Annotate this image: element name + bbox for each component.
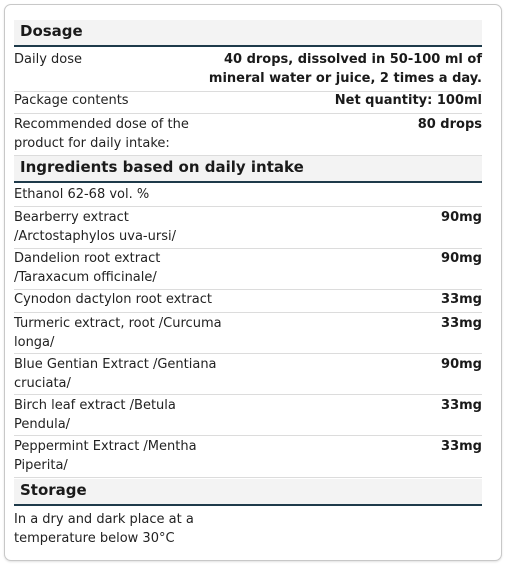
row-label (14, 437, 197, 475)
row-value (441, 249, 482, 268)
row-value (418, 115, 482, 134)
row-label (14, 314, 222, 352)
row-label-line: /Taraxacum officinale/ (14, 270, 157, 285)
section-title-ingredients: Ingredients based on daily intake (20, 158, 304, 176)
row-value (441, 314, 482, 333)
row-label-line: Piperita/ (14, 458, 68, 473)
row-value (441, 437, 482, 456)
row-label (14, 290, 212, 309)
row-value-line: 90mg (441, 210, 482, 225)
section-header-ingredients (14, 156, 482, 183)
row-label (14, 185, 149, 204)
table-row-dandelion (14, 248, 482, 290)
table-row-recommended-dose (14, 113, 482, 156)
row-label-line: Blue Gentian Extract /Gentiana (14, 357, 217, 372)
row-value-line: 33mg (441, 292, 482, 307)
row-value-line: 33mg (441, 316, 482, 331)
row-label (14, 396, 176, 434)
table-row-cynodon (14, 289, 482, 313)
row-label-line: product for daily intake: (14, 136, 170, 151)
table-row-blue-gentian (14, 353, 482, 395)
table-row-package-contents (14, 89, 482, 114)
row-value-line: Net quantity: 100ml (334, 93, 482, 108)
row-label-line: Peppermint Extract /Mentha (14, 439, 197, 454)
row-label (14, 249, 160, 287)
table-row-bearberry (14, 206, 482, 249)
row-label-line: Recommended dose of the (14, 117, 189, 132)
row-value (441, 208, 482, 227)
row-label-line: Bearberry extract (14, 210, 129, 225)
row-label (14, 50, 82, 69)
row-value-line: 90mg (441, 251, 482, 266)
row-value (209, 50, 482, 88)
section-title-storage: Storage (20, 481, 87, 499)
row-label-line: Turmeric extract, root /Curcuma (14, 316, 222, 331)
row-label-line: Package contents (14, 93, 129, 108)
row-value (335, 91, 482, 110)
row-label (14, 208, 176, 246)
row-value-line: mineral water or juice, 2 times a day. (208, 71, 482, 86)
row-label-line: In a dry and dark place at a (14, 512, 194, 527)
row-label-line: Birch leaf extract /Betula (14, 398, 176, 413)
section-header-storage (14, 479, 482, 506)
table-row-daily-dose (14, 48, 482, 92)
row-label (14, 510, 194, 548)
section-title-dosage: Dosage (20, 22, 83, 40)
table-row-peppermint (14, 435, 482, 478)
row-value (441, 355, 482, 374)
row-label-line: Daily dose (14, 52, 83, 67)
table-row-storage (14, 507, 482, 549)
row-label (14, 355, 217, 393)
row-value-line: 80 drops (417, 117, 482, 132)
table-row-ethanol (14, 184, 482, 207)
row-value-line: 33mg (441, 398, 482, 413)
row-label-line: temperature below 30°C (14, 531, 175, 546)
row-label-line: longa/ (14, 335, 55, 350)
row-label (14, 91, 129, 110)
section-header-dosage (14, 20, 482, 47)
row-label-line: /Arctostaphylos uva-ursi/ (14, 229, 176, 244)
row-value-line: 90mg (441, 357, 482, 372)
row-label (14, 115, 189, 153)
table-row-birch-leaf (14, 394, 482, 436)
row-label-line: Pendula/ (14, 417, 71, 432)
row-value-line: 40 drops, dissolved in 50-100 ml of (223, 52, 482, 67)
row-label-line: cruciata/ (14, 376, 71, 391)
row-label-line: Cynodon dactylon root extract (14, 292, 212, 307)
row-value-line: 33mg (441, 439, 482, 454)
row-value (441, 290, 482, 309)
row-label-line: Dandelion root extract (14, 251, 161, 266)
row-value (441, 396, 482, 415)
table-row-turmeric (14, 312, 482, 354)
row-label-line: Ethanol 62-68 vol. % (14, 187, 150, 202)
